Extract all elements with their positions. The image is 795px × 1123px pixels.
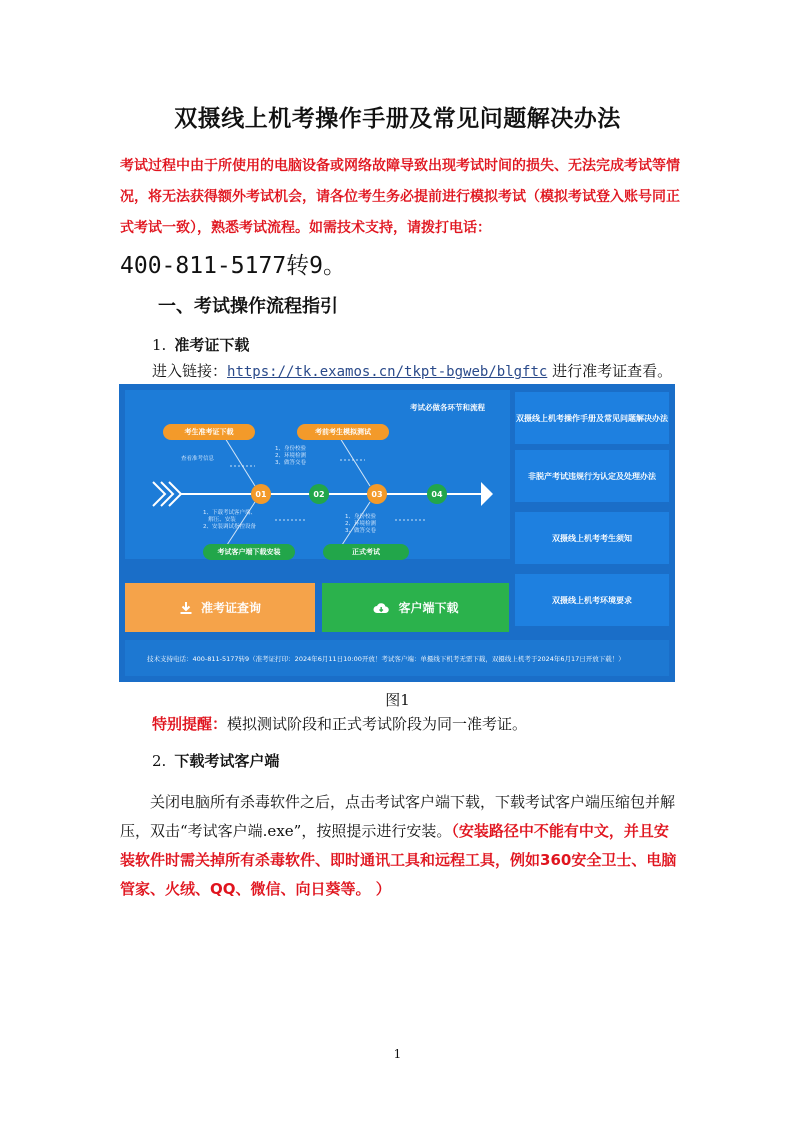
bottom-left-list-text: 1、下载考试客户端、 解压、安装 2、安装调试指控设备 <box>203 510 256 530</box>
figure-footer: 技术支持电话：400-811-5177转9（准考证打印：2024年6月11日10:00开放！考试客户端：单摄线下机考无需下载，双摄线上机考于2024年6月17日开放下载！） <box>125 640 669 676</box>
step-circle-01: 01 <box>251 484 271 504</box>
link-prefix: 进入链接： <box>152 362 228 380</box>
flow-lines <box>125 390 510 559</box>
step-circle-04: 04 <box>427 484 447 504</box>
client-download-label: 客户端下载 <box>398 601 459 615</box>
figure-caption: 图1 <box>385 691 410 709</box>
ticket-query-label: 准考证查询 <box>200 601 261 615</box>
pill-mock-test: 考前考生模拟测试 <box>297 424 389 440</box>
exam-notice-button[interactable]: 双摄线上机考考生须知 <box>515 512 669 564</box>
support-phone: 400-811-5177转9。 <box>120 253 347 279</box>
violation-rules-button[interactable]: 非脱产考试违规行为认定及处理办法 <box>515 450 669 502</box>
step-circle-02: 02 <box>309 484 329 504</box>
link-line <box>152 360 672 381</box>
exam-flow-figure <box>119 384 675 682</box>
link-suffix: 进行准考证查看。 <box>547 362 673 380</box>
chevron-icon <box>169 482 181 506</box>
install-text: 关闭电脑所有杀毒软件之后，点击考试客户端下载，下载考试客户端压缩包并解压，双击“考试客户端.exe”，按照提示进行安装。 <box>120 793 676 840</box>
step2-title: 下载考试客户端 <box>174 752 280 770</box>
manual-button[interactable]: 双摄线上机考操作手册及常见问题解决办法 <box>515 392 669 444</box>
cloud-download-icon <box>372 601 390 615</box>
download-icon <box>179 601 193 615</box>
special-note <box>152 713 527 734</box>
section-heading: 一、考试操作流程指引 <box>158 296 338 317</box>
note-text: 模拟测试阶段和正式考试阶段为同一准考证。 <box>227 715 528 733</box>
install-warning: （安装路径中不能有中文，并且安装软件时需关掉所有杀毒软件、即时通讯工具和远程工具，例如360安全卫士、电脑管家、火绒、QQ、微信、向日葵等。 ） <box>120 822 677 898</box>
view-ticket-text: 查看准考信息 <box>181 456 215 462</box>
arrow-head-icon <box>481 482 493 506</box>
step1-number: 1. <box>152 336 167 354</box>
step2-heading <box>152 750 279 771</box>
bottom-right-list-text: 1、身份校验 2、环境检测 3、做答交卷 <box>345 514 376 534</box>
figure-title: 考试必做各环节和流程 <box>410 403 485 412</box>
pill-ticket-download: 考生准考证下载 <box>163 424 255 440</box>
page-title: 双摄线上机考操作手册及常见问题解决办法 <box>174 105 621 132</box>
install-paragraph <box>120 788 680 904</box>
step-circle-03: 03 <box>367 484 387 504</box>
page-number: 1 <box>393 1047 402 1061</box>
step2-number: 2. <box>152 752 167 770</box>
client-download-button[interactable] <box>322 583 509 632</box>
step1-title: 准考证下载 <box>174 336 250 354</box>
pill-client-install: 考试客户端下载安装 <box>203 544 295 560</box>
flow-panel <box>125 390 510 559</box>
step1-heading <box>152 334 249 355</box>
top-list-text: 1、身份校验 2、环境检测 3、做答交卷 <box>275 446 306 466</box>
warning-paragraph: 考试过程中由于所使用的电脑设备或网络故障导致出现考试时间的损失、无法完成考试等情况，将无法获得额外考试机会，请各位考生务必提前进行模拟考试（模拟考试登入账号同正式考试一致），熟悉考试流程。如需技术支持，请拨打电话： <box>120 158 680 236</box>
ticket-query-button[interactable] <box>125 583 315 632</box>
pill-formal-exam: 正式考试 <box>323 544 409 560</box>
ticket-link[interactable]: https://tk.examos.cn/tkpt-bgweb/blgftc <box>227 364 548 380</box>
note-label: 特别提醒： <box>152 715 228 733</box>
environment-button[interactable]: 双摄线上机考环境要求 <box>515 574 669 626</box>
